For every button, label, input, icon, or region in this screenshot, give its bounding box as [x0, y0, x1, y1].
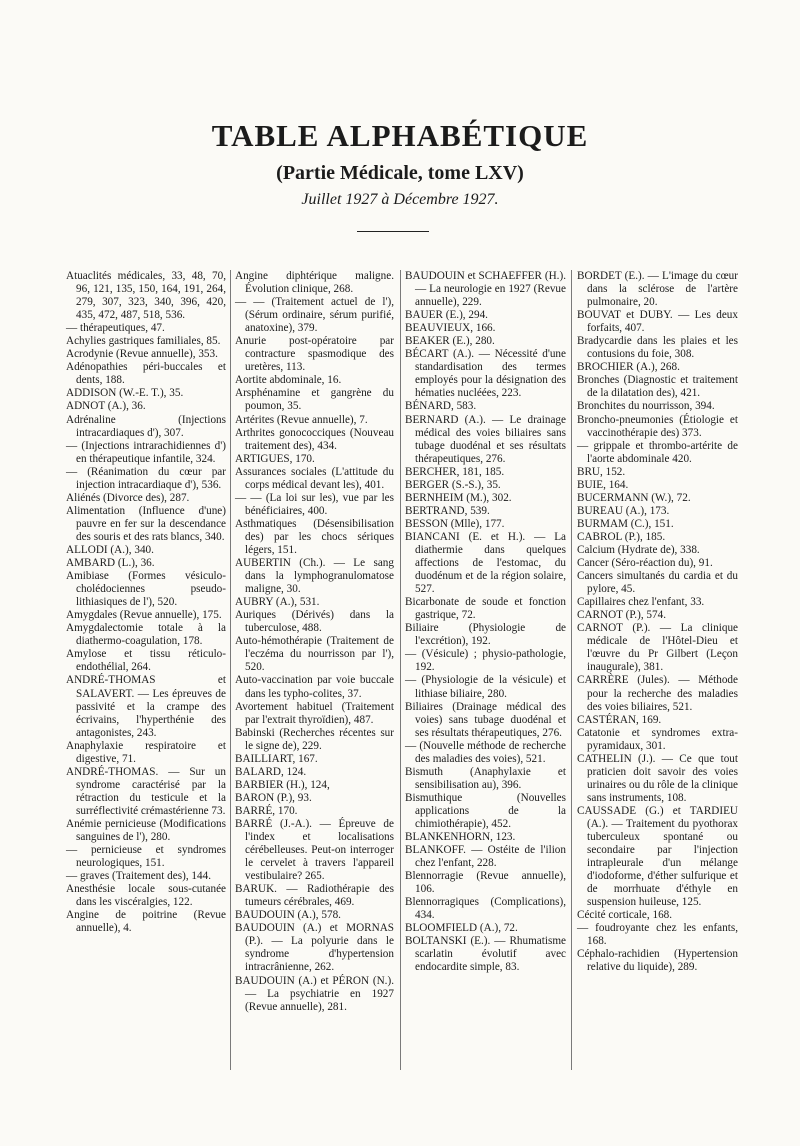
index-entry: Biliaire (Physiologie de l'excrétion), 192. — [405, 622, 566, 648]
index-entry: Calcium (Hydrate de), 338. — [577, 543, 700, 556]
index-entry: Babinski (Recherches récentes sur le signe de), 229. — [235, 726, 394, 752]
index-entry: Cancer (Séro-réaction du), 91. — [577, 557, 713, 570]
index-entry: ANDRÉ-THOMAS. — Sur un syndrome caractérisé par la rétraction du testicule et la surréflectivité crémastérienne 73. — [66, 765, 226, 817]
index-entry: Bismuthique (Nouvelles applications de la chimiothérapie), 452. — [405, 791, 566, 830]
index-entry: BRU, 152. — [577, 465, 626, 478]
index-entry: BARRÉ (J.-A.). — Épreuve de l'index et localisations cérébelleuses. Peut-on interroger le cervelet à travers l'appareil vestibulaire? 265. — [235, 817, 394, 883]
index-entry: Bradycardie dans les plaies et les contusions du foie, 308. — [577, 335, 738, 361]
column-divider — [400, 270, 401, 1070]
index-entry: BOLTANSKI (E.). — Rhumatisme scarlatin évolutif avec endocardite simple, 83. — [405, 935, 566, 974]
index-entry: Arthrites gonococciques (Nouveau traitement des), 434. — [235, 426, 394, 452]
index-entry: BAUDOUIN et SCHAEFFER (H.). — La neurologie en 1927 (Revue annuelle), 229. — [405, 270, 566, 309]
index-entry: Cécité corticale, 168. — [577, 909, 673, 922]
index-entry: Adénopathies péri-buccales et dents, 188. — [66, 361, 226, 387]
index-entry: Broncho-pneumonies (Étiologie et vaccinothérapie des) 373. — [577, 413, 738, 439]
index-entry: — foudroyante chez les enfants, 168. — [577, 922, 738, 948]
index-column-2 — [235, 270, 394, 1014]
index-entry: BESSON (Mlle), 177. — [405, 517, 505, 530]
index-entry: Amylose et tissu réticulo-endothélial, 264. — [66, 648, 226, 674]
index-entry: Bismuth (Anaphylaxie et sensibilisation au), 396. — [405, 765, 566, 791]
index-entry: BAUDOUIN (A.) et PÉRON (N.). — La psychiatrie en 1927 (Revue annuelle), 281. — [235, 974, 394, 1013]
index-entry: — thérapeutiques, 47. — [66, 322, 165, 335]
index-entry: BEAKER (E.), 280. — [405, 335, 495, 348]
title-rule — [357, 231, 429, 232]
index-entry: BUREAU (A.), 173. — [577, 504, 670, 517]
index-entry: BEAUVIEUX, 166. — [405, 322, 496, 335]
index-entry: BLANKENHORN, 123. — [405, 831, 516, 844]
index-entry: BAUDOUIN (A.), 578. — [235, 909, 341, 922]
index-entry: BURMAM (C.), 151. — [577, 517, 674, 530]
column-divider — [571, 270, 572, 1070]
index-entry: BLOOMFIELD (A.), 72. — [405, 922, 518, 935]
index-entry: — (Injections intrarachidiennes d') en thérapeutique infantile, 324. — [66, 439, 226, 465]
index-entry: Achylies gastriques familiales, 85. — [66, 335, 221, 348]
index-entry: BLANKOFF. — Ostéite de l'ilion chez l'enfant, 228. — [405, 844, 566, 870]
index-entry: BARON (P.), 93. — [235, 791, 312, 804]
index-entry: BARRÉ, 170. — [235, 804, 298, 817]
index-entry: Bronches (Diagnostic et traitement de la dilatation des), 421. — [577, 374, 738, 400]
index-entry: Biliaires (Drainage médical des voies) sans tubage duodénal et ses résultats thérapeutiques, 276. — [405, 700, 566, 739]
index-entry: BORDET (E.). — L'image du cœur dans la sclérose de l'artère pulmonaire, 20. — [577, 270, 738, 309]
page-title: TABLE ALPHABÉTIQUE — [211, 118, 589, 153]
index-entry: BÉNARD, 583. — [405, 400, 477, 413]
index-entry: Alimentation (Influence d'une) pauvre en fer sur la descendance des souris et des rats blancs, 340. — [66, 504, 226, 543]
index-entry: BUCERMANN (W.), 72. — [577, 491, 691, 504]
index-entry: — — (La loi sur les), vue par les bénéficiaires, 400. — [235, 491, 394, 517]
index-entry: — (Vésicule) ; physio-pathologie, 192. — [405, 648, 566, 674]
index-entry: Anurie post-opératoire par contracture spasmodique des uretères, 113. — [235, 335, 394, 374]
index-entry: — (Nouvelle méthode de recherche des maladies des voies), 521. — [405, 739, 566, 765]
index-entry: Arsphénamine et gangrène du poumon, 35. — [235, 387, 394, 413]
index-entry: Asthmatiques (Désensibilisation des) par les chocs sériques légers, 151. — [235, 517, 394, 556]
index-entry: AMBARD (L.), 36. — [66, 557, 155, 570]
index-column-1 — [66, 270, 226, 935]
index-entry: BOUVAT et DUBY. — Les deux forfaits, 407. — [577, 309, 738, 335]
index-entry: Assurances sociales (L'attitude du corps médical devant les), 401. — [235, 465, 394, 491]
index-entry: CASTÉRAN, 169. — [577, 713, 662, 726]
index-entry: — pernicieuse et syndromes neurologiques, 151. — [66, 844, 226, 870]
page-subtitle: (Partie Médicale, tome LXV) — [276, 162, 524, 184]
index-entry: Acrodynie (Revue annuelle), 353. — [66, 348, 218, 361]
index-entry: BERCHER, 181, 185. — [405, 465, 505, 478]
index-entry: BROCHIER (A.), 268. — [577, 361, 680, 374]
index-entry: Anesthésie locale sous-cutanée dans les viscéralgies, 122. — [66, 883, 226, 909]
index-entry: Anaphylaxie respiratoire et digestive, 71. — [66, 739, 226, 765]
index-entry: Amibiase (Formes vésiculo-cholédociennes pseudo-lithiasiques de l'), 520. — [66, 570, 226, 609]
index-entry: Auto-vaccination par voie buccale dans les typho-colites, 37. — [235, 674, 394, 700]
index-entry: — grippale et thrombo-artérite de l'aorte abdominale 420. — [577, 439, 738, 465]
index-entry: CARRÈRE (Jules). — Méthode pour la recherche des maladies des voies biliaires, 521. — [577, 674, 738, 713]
index-entry: BARUK. — Radiothérapie des tumeurs cérébrales, 469. — [235, 883, 394, 909]
index-entry: Bicarbonate de soude et fonction gastrique, 72. — [405, 596, 566, 622]
index-entry: — (Physiologie de la vésicule) et lithiase biliaire, 280. — [405, 674, 566, 700]
index-entry: Auriques (Dérivés) dans la tuberculose, 488. — [235, 609, 394, 635]
index-entry: BERNHEIM (M.), 302. — [405, 491, 512, 504]
index-entry: Céphalo-rachidien (Hypertension relative du liquide), 289. — [577, 948, 738, 974]
index-entry: ALLODI (A.), 340. — [66, 543, 154, 556]
index-entry: CAUSSADE (G.) et TARDIEU (A.). — Traitement du pyothorax tuberculeux spontané ou secondaire par l'injection intrapleurale d'un mélange d'iodoforme, d'éther sulfurique et de morrhuate d'éthyle en suspension huileuse, 125. — [577, 804, 738, 909]
index-entry: Capillaires chez l'enfant, 33. — [577, 596, 705, 609]
date-range: Juillet 1927 à Décembre 1927. — [301, 191, 499, 208]
index-entry: ARTIGUES, 170. — [235, 452, 315, 465]
index-entry: Blennorragie (Revue annuelle), 106. — [405, 870, 566, 896]
index-entry: Adrénaline (Injections intracardiaques d'), 307. — [66, 413, 226, 439]
index-entry: Blennorragiques (Complications), 434. — [405, 896, 566, 922]
index-entry: CARNOT (P.). — La clinique médicale de l'Hôtel-Dieu et l'œuvre du Pr Gilbert (Leçon inaugurale), 381. — [577, 622, 738, 674]
index-entry: Atuaclités médicales, 33, 48, 70, 96, 121, 135, 150, 164, 191, 264, 279, 307, 323, 340, 396, 420, 435, 472, 487, 518, 536. — [66, 270, 226, 322]
index-entry: AUBRY (A.), 531. — [235, 596, 320, 609]
index-entry: ADDISON (W.-E. T.), 35. — [66, 387, 184, 400]
index-entry: BÉCART (A.). — Nécessité d'une standardisation des termes employés pour la désignation des hématies nucléées, 223. — [405, 348, 566, 400]
index-entry: CABROL (P.), 185. — [577, 530, 666, 543]
index-entry: Auto-hémothérapie (Traitement de l'eczéma du nourrisson par l'), 520. — [235, 635, 394, 674]
index-entry: BAILLIART, 167. — [235, 752, 318, 765]
index-entry: BERNARD (A.). — Le drainage médical des voies biliaires sans tubage duodénal et ses résultats thérapeutiques, 276. — [405, 413, 566, 465]
index-entry: ANDRÉ-THOMAS et SALAVERT. — Les épreuves de passivité et la crampe des écrivains, l'hyperthénie des antagonistes, 243. — [66, 674, 226, 739]
index-entry: — (Réanimation du cœur par injection intracardiaque d'), 536. — [66, 465, 226, 491]
index-entry: Amygdalectomie totale à la diathermo-coagulation, 178. — [66, 622, 226, 648]
index-entry: Anémie pernicieuse (Modifications sanguines de l'), 280. — [66, 817, 226, 844]
index-entry: BALARD, 124. — [235, 765, 307, 778]
index-column-3 — [405, 270, 566, 975]
index-entry: — — (Traitement actuel de l'), (Sérum ordinaire, sérum purifié, anatoxine), 379. — [235, 296, 394, 335]
index-column-4 — [577, 270, 738, 975]
index-entry: ADNOT (A.), 36. — [66, 400, 146, 413]
index-entry: Aortite abdominale, 16. — [235, 374, 342, 387]
index-entry: Angine diphtérique maligne. Évolution clinique, 268. — [235, 270, 394, 296]
index-entry: Cancers simultanés du cardia et du pylore, 45. — [577, 570, 738, 596]
index-entry: Amygdales (Revue annuelle), 175. — [66, 609, 222, 622]
index-entry: Artérites (Revue annuelle), 7. — [235, 413, 368, 426]
index-entry: Aliénés (Divorce des), 287. — [66, 491, 190, 504]
index-entry: BAUDOUIN (A.) et MORNAS (P.). — La polyurie dans le syndrome d'hypertension intracrânienne, 262. — [235, 922, 394, 974]
index-entry: Angine de poitrine (Revue annuelle), 4. — [66, 909, 226, 935]
index-entry: BARBIER (H.), 124, — [235, 778, 330, 791]
index-entry: Bronchites du nourrisson, 394. — [577, 400, 715, 413]
index-entry: BERTRAND, 539. — [405, 504, 490, 517]
index-entry: BUIE, 164. — [577, 478, 629, 491]
index-entry: CATHELIN (J.). — Ce que tout praticien doit savoir des voies urinaires ou du rôle de la clinique sans instruments, 108. — [577, 752, 738, 804]
index-entry: BAUER (E.), 294. — [405, 309, 488, 322]
index-entry: Catatonie et syndromes extra-pyramidaux, 301. — [577, 726, 738, 752]
index-entry: BIANCANI (E. et H.). — La diathermie dans quelques affections de l'estomac, du duodénum et de la région solaire, 527. — [405, 530, 566, 596]
index-entry: — graves (Traitement des), 144. — [66, 870, 211, 883]
index-entry: AUBERTIN (Ch.). — Le sang dans la lymphogranulomatose maligne, 30. — [235, 557, 394, 596]
index-entry: CARNOT (P.), 574. — [577, 609, 666, 622]
index-entry: BERGER (S.-S.), 35. — [405, 478, 501, 491]
column-divider — [230, 270, 231, 1070]
index-entry: Avortement habituel (Traitement par l'extrait thyroïdien), 487. — [235, 700, 394, 726]
